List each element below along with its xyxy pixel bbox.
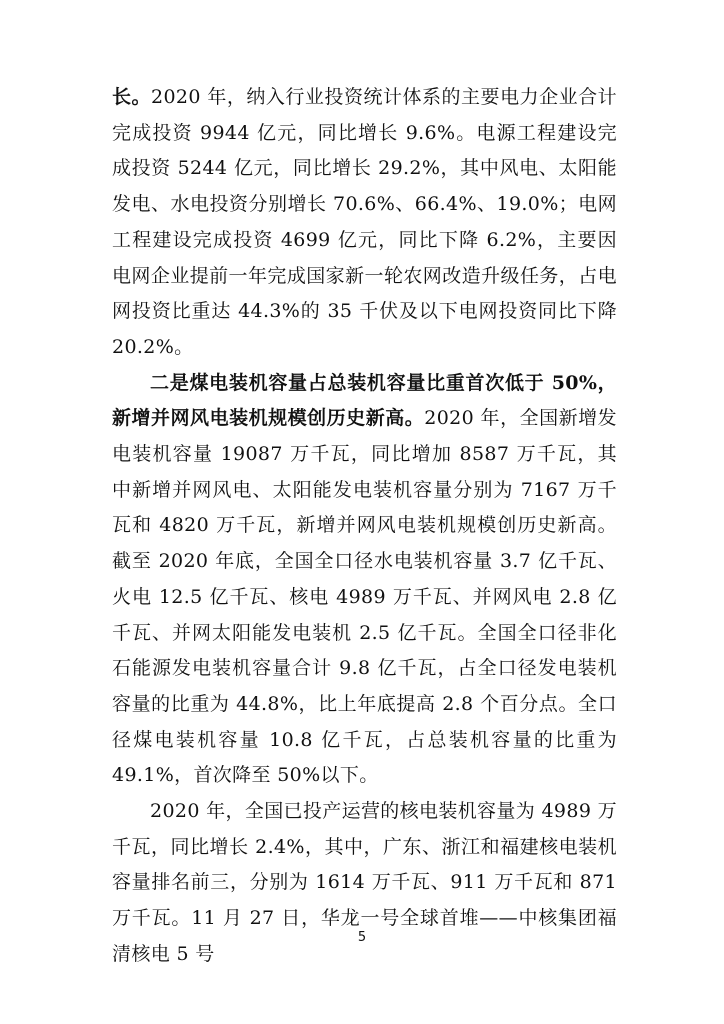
paragraph-lead: 二是煤电装机容量占总装机容量比重首次低于 50%，新增并网风电装机规模创历史新高。 (112, 371, 617, 430)
paragraph-text: 2020 年，全国已投产运营的核电装机容量为 4989 万千瓦，同比增长 2.4%，其中，广东、浙江和福建核电装机容量排名前三，分别为 1614 万千瓦、911 万千瓦和 871 万千瓦。11 月 27 日，华龙一号全球首堆——中核集团福清核电 5 号 (112, 800, 617, 965)
paragraph-lead: 长。 (112, 86, 152, 108)
body-text (112, 80, 617, 973)
paragraph-text: 2020 年，全国新增发电装机容量 19087 万千瓦，同比增加 8587 万千瓦，其中新增并网风电、太阳能发电装机容量分别为 7167 万千瓦和 4820 万千瓦，新增并网风电装机规模创历史新高。截至 2020 年底，全国全口径水电装机容量 3.7 亿千瓦、火电 12.5 亿千瓦、核电 4989 万千瓦、并网风电 2.8 亿千瓦、并网太阳能发电装机 2.5 亿千瓦。全国全口径非化石能源发电装机容量合计 9.8 亿千瓦，占全口径发电装机容量的比重为 44.8%，比上年底提高 2.8 个百分点。全口径煤电装机容量 10.8 亿千瓦，占总装机容量的比重为 49.1%，首次降至 50%以下。 (112, 407, 617, 787)
page-number: 5 (357, 930, 367, 945)
paragraph-investment (112, 80, 617, 366)
paragraph-installed-capacity (112, 366, 617, 794)
paragraph-nuclear (112, 794, 617, 973)
paragraph-text: 2020 年，纳入行业投资统计体系的主要电力企业合计完成投资 9944 亿元，同比增长 9.6%。电源工程建设完成投资 5244 亿元，同比增长 29.2%，其中风电、太阳能发电、水电投资分别增长 70.6%、66.4%、19.0%；电网工程建设完成投资 4699 亿元，同比下降 6.2%，主要因电网企业提前一年完成国家新一轮农网改造升级任务，占电网投资比重达 44.3%的 35 千伏及以下电网投资同比下降 20.2%。 (112, 86, 617, 358)
